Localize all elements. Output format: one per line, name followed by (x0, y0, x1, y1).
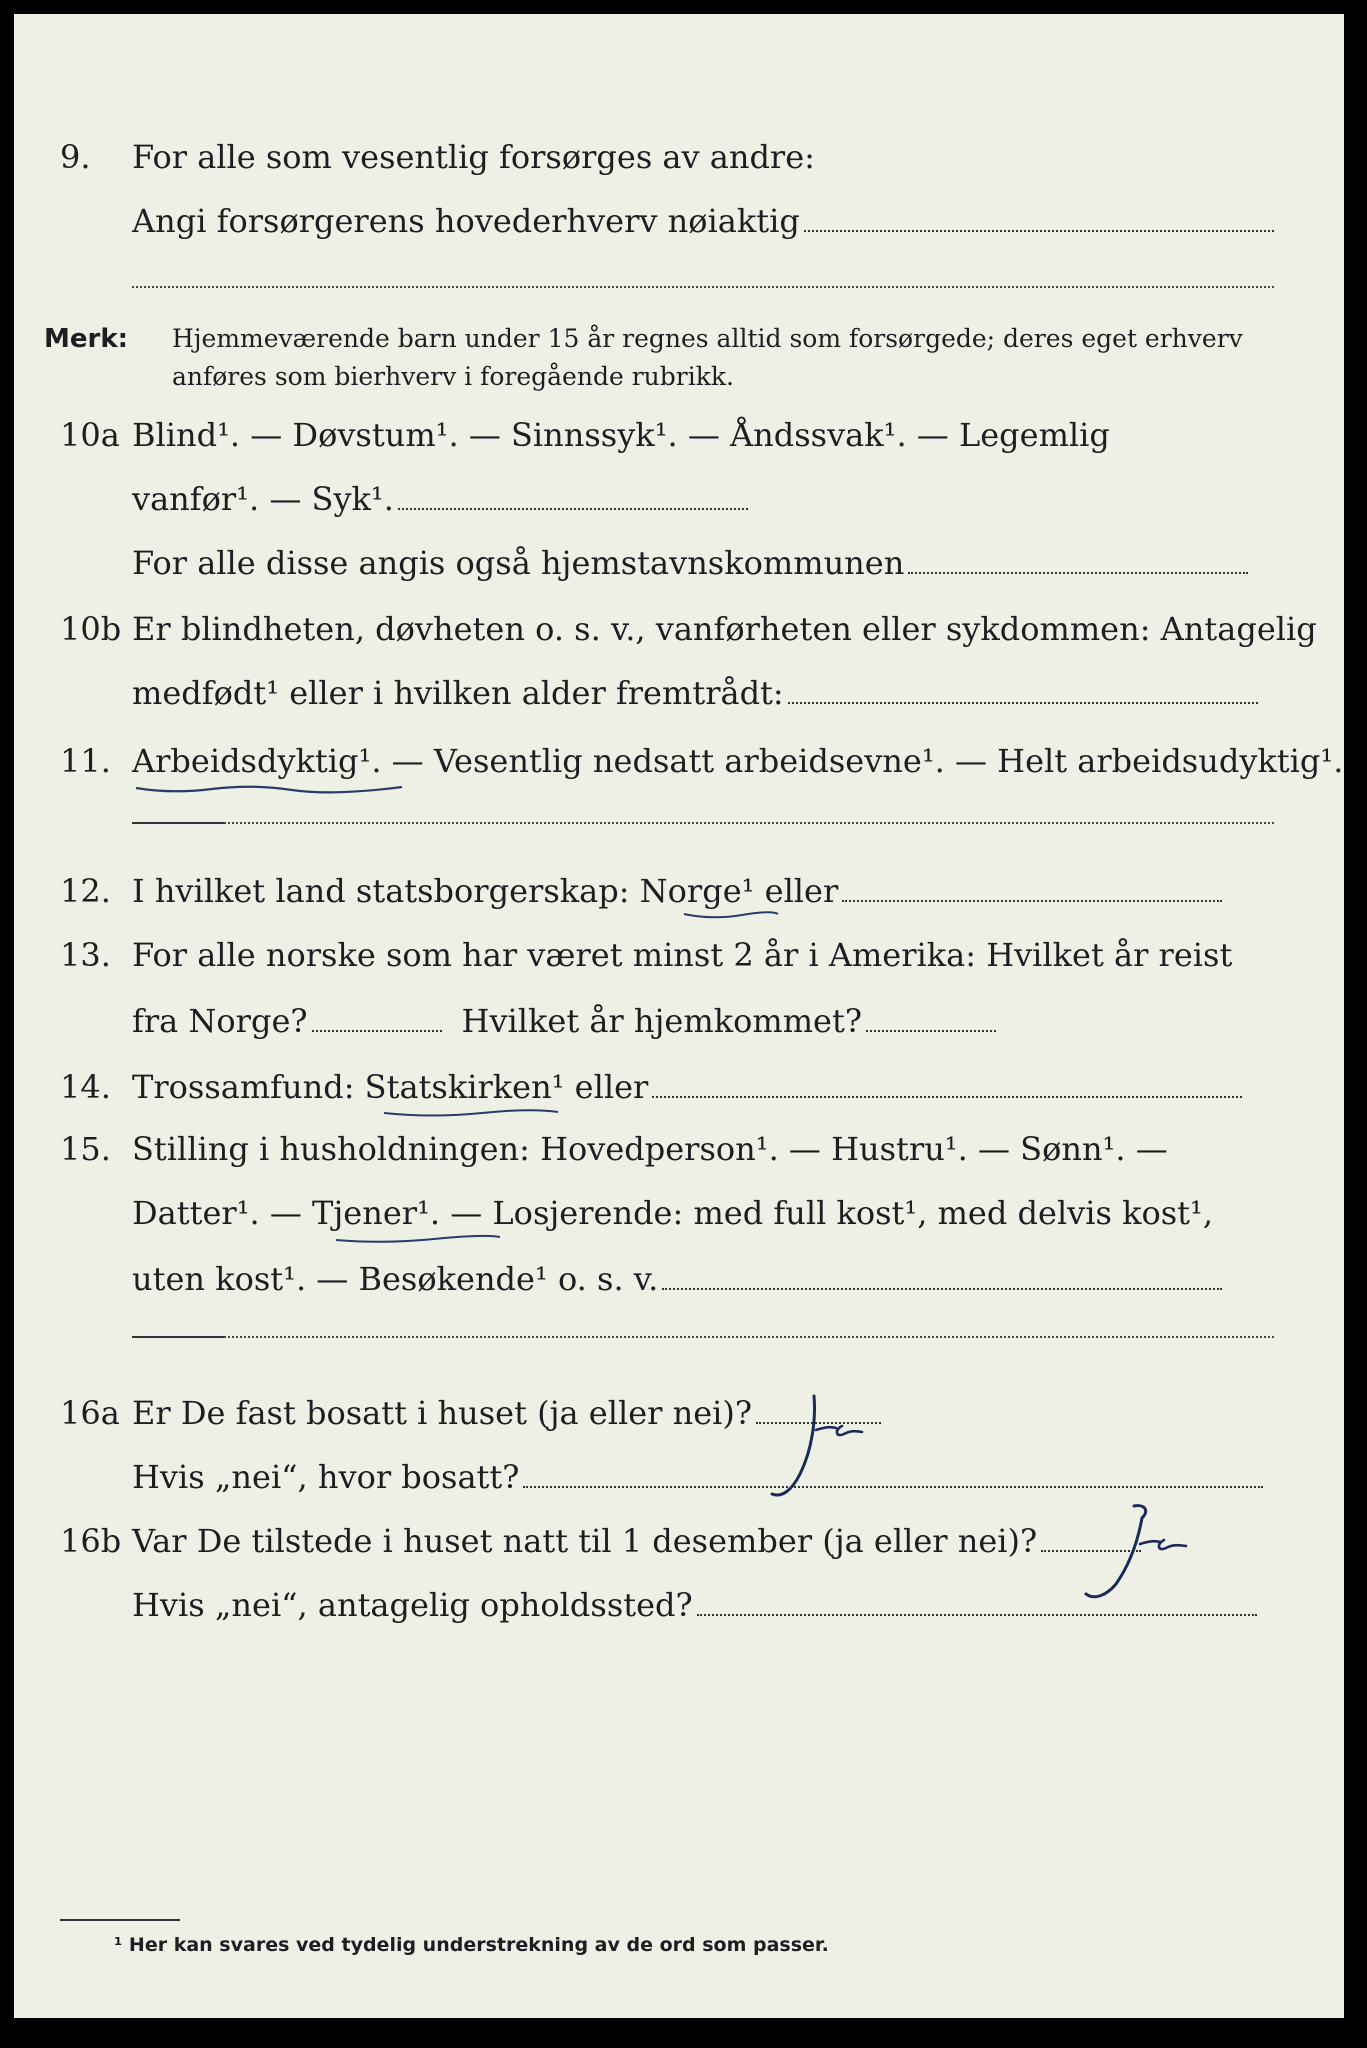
q13-line1: For alle norske som har været minst 2 år i Amerika: Hvilket år reist (132, 936, 1233, 974)
q15-number: 15. (60, 1130, 111, 1168)
q15-line3-text: uten kost¹. — Besøkende¹ o. s. v. (132, 1260, 659, 1298)
footnote-rule (60, 1919, 180, 1921)
q16b-line2 (132, 1586, 1257, 1624)
q13-line2a-text: fra Norge? (132, 1002, 308, 1040)
q11-rule-short (132, 822, 224, 824)
q9-answer-field[interactable] (804, 230, 1274, 232)
q16b-line1-text: Var De tilstede i huset natt til 1 desember (ja eller nei)? (132, 1522, 1038, 1560)
q10a-line3-text: For alle disse angis også hjemstavnskommunen (132, 544, 905, 582)
q15-extra-answer-line[interactable] (224, 1336, 1274, 1338)
q14-underline-mark (382, 1106, 562, 1120)
q10b-line2-text: medfødt¹ eller i hvilken alder fremtrådt: (132, 674, 784, 712)
q10a-syk-field[interactable] (398, 508, 748, 510)
q10b-line2 (132, 674, 1258, 712)
q16b-line1 (132, 1522, 1141, 1560)
q9-line1: For alle som vesentlig forsørges av andre: (132, 138, 815, 176)
q13-hjemkommet-field[interactable] (866, 1030, 996, 1032)
q9-extra-answer-line[interactable] (132, 286, 1274, 288)
q16b-number: 16b (60, 1522, 122, 1560)
q10a-line2 (132, 480, 748, 518)
q16a-line2 (132, 1458, 1263, 1496)
merk-line1: Hjemmeværende barn under 15 år regnes alltid som forsørgede; deres eget erhverv (172, 324, 1243, 353)
q11-number: 11. (60, 742, 111, 780)
q10b-number: 10b (60, 610, 122, 648)
q12-answer-field[interactable] (842, 900, 1222, 902)
q10a-line3 (132, 544, 1248, 582)
q10a-number: 10a (60, 416, 120, 454)
q10b-answer-field[interactable] (788, 702, 1258, 704)
q15-underline-mark (334, 1232, 504, 1246)
q9-line2-text: Angi forsørgerens hovederhverv nøiaktig (132, 202, 800, 240)
q16b-opholdssted-field[interactable] (697, 1614, 1257, 1616)
q10a-hjemstavn-field[interactable] (908, 572, 1248, 574)
q14-number: 14. (60, 1068, 111, 1106)
q13-line2 (132, 1002, 996, 1040)
q15-line2: Datter¹. — Tjener¹. — Losjerende: med full kost¹, med delvis kost¹, (132, 1194, 1214, 1232)
q11-answer-line[interactable] (224, 822, 1274, 824)
q14-answer-field[interactable] (652, 1096, 1242, 1098)
q11-line1: Arbeidsdyktig¹. — Vesentlig nedsatt arbeidsevne¹. — Helt arbeidsudyktig¹. (132, 742, 1344, 780)
q11-underline-mark (132, 780, 412, 796)
q10a-line1: Blind¹. — Døvstum¹. — Sinnssyk¹. — Åndssvak¹. — Legemlig (132, 416, 1110, 454)
merk-line2: anføres som bierhverv i foregående rubrikk. (172, 362, 734, 391)
q10b-line1: Er blindheten, døvheten o. s. v., vanførheten eller sykdommen: Antagelig (132, 610, 1317, 648)
q15-line1: Stilling i husholdningen: Hovedperson¹. — Hustru¹. — Sønn¹. — (132, 1130, 1168, 1168)
q9-number: 9. (60, 138, 91, 176)
q16a-number: 16a (60, 1394, 120, 1432)
q14-line1-text: Trossamfund: Statskirken¹ eller (132, 1068, 649, 1106)
q13-number: 13. (60, 936, 111, 974)
q16b-line2-text: Hvis „nei“, antagelig opholdssted? (132, 1586, 693, 1624)
q16a-line1-text: Er De fast bosatt i huset (ja eller nei)? (132, 1394, 753, 1432)
q16a-line2-text: Hvis „nei“, hvor bosatt? (132, 1458, 520, 1496)
q15-answer-field[interactable] (662, 1288, 1222, 1290)
q12-line1 (132, 872, 1222, 910)
footnote-text: ¹ Her kan svares ved tydelig understrekning av de ord som passer. (114, 1934, 829, 1956)
q16a-bosatt-field[interactable] (523, 1486, 1263, 1488)
q15-rule-short (132, 1336, 224, 1338)
q10a-line2-text: vanfør¹. — Syk¹. (132, 480, 394, 518)
q12-underline-mark (682, 908, 782, 922)
merk-label: Merk: (44, 324, 129, 354)
q13-reist-field[interactable] (312, 1030, 442, 1032)
q15-line3 (132, 1260, 1222, 1298)
q14-line1 (132, 1068, 1242, 1106)
q12-number: 12. (60, 872, 111, 910)
q12-line1-text: I hvilket land statsborgerskap: Norge¹ eller (132, 872, 839, 910)
q9-line2 (132, 202, 1274, 240)
q13-line2b-text: Hvilket år hjemkommet? (461, 1002, 862, 1040)
census-form-page (14, 14, 1344, 2018)
